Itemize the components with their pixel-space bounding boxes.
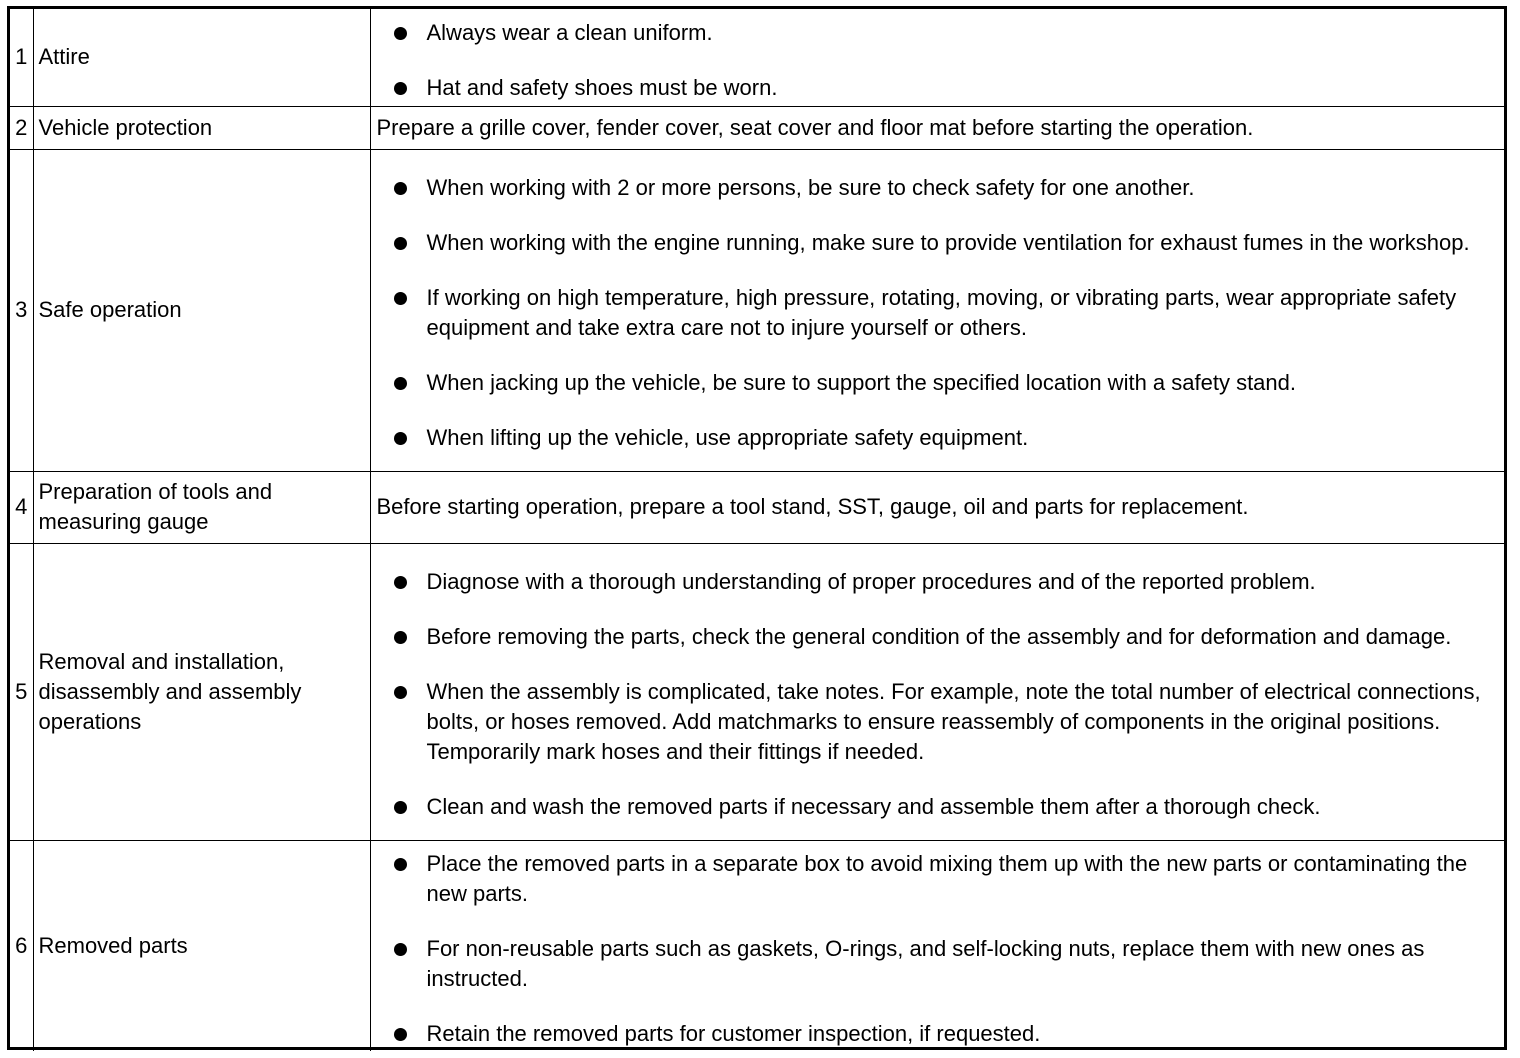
table-row [10, 9, 1504, 106]
list-item [377, 622, 1499, 652]
bullet-icon [394, 686, 407, 699]
bullet-list [377, 10, 1499, 105]
row-description [370, 9, 1504, 106]
list-item-text: Always wear a clean uniform. [426, 19, 713, 45]
row-number: 1 [10, 9, 33, 106]
list-item [377, 849, 1499, 909]
list-item [377, 567, 1499, 597]
row-description [370, 840, 1504, 1051]
list-item-text: Hat and safety shoes must be worn. [426, 74, 778, 100]
list-item [377, 677, 1499, 767]
list-item-text: When the assembly is complicated, take notes. For example, note the total number of electrical connections, bolts, or hoses removed. Add matchmarks to ensure reassembly of components in the original positions. Temporarily mark hoses and their fittings if needed. [426, 679, 1481, 764]
row-number: 5 [10, 543, 33, 840]
list-item [377, 423, 1499, 453]
row-number: 3 [10, 149, 33, 471]
bullet-list [377, 165, 1499, 455]
row-category: Vehicle protection [33, 106, 370, 149]
row-number: 6 [10, 840, 33, 1051]
row-category: Preparation of tools and measuring gauge [33, 471, 370, 543]
list-item-text: When working with 2 or more persons, be sure to check safety for one another. [426, 175, 1195, 200]
list-item-text: For non-reusable parts such as gaskets, O-rings, and self-locking nuts, replace them with new ones as instructed. [426, 935, 1425, 991]
list-item [377, 1019, 1499, 1049]
bullet-icon [394, 237, 407, 250]
row-category: Safe operation [33, 149, 370, 471]
table-row [10, 543, 1504, 840]
list-item [377, 368, 1499, 398]
row-description [370, 543, 1504, 840]
list-item [377, 228, 1499, 258]
table-row [10, 471, 1504, 543]
bullet-icon [394, 27, 407, 40]
row-category: Attire [33, 9, 370, 106]
row-category: Removed parts [33, 840, 370, 1051]
list-item [377, 283, 1499, 343]
bullet-icon [394, 82, 407, 95]
list-item [377, 18, 1499, 48]
table-row [10, 840, 1504, 1051]
bullet-icon [394, 1028, 407, 1041]
bullet-icon [394, 292, 407, 305]
list-item-text: If working on high temperature, high pressure, rotating, moving, or vibrating parts, wear appropriate safety equipment and take extra care not to injure yourself or others. [426, 285, 1457, 340]
table-row [10, 106, 1504, 149]
bullet-list [377, 841, 1499, 1051]
list-item-text: When jacking up the vehicle, be sure to support the specified location with a safety stand. [426, 370, 1297, 395]
list-item-text: Clean and wash the removed parts if necessary and assemble them after a thorough check. [426, 794, 1321, 819]
list-item-text: Before removing the parts, check the general condition of the assembly and for deformation and damage. [426, 624, 1452, 649]
list-item-text: Retain the removed parts for customer inspection, if requested. [426, 1020, 1041, 1046]
precautions-table-frame [7, 6, 1507, 1050]
bullet-icon [394, 182, 407, 195]
row-description: Before starting operation, prepare a tool stand, SST, gauge, oil and parts for replacement. [370, 471, 1504, 543]
bullet-icon [394, 576, 407, 589]
row-number: 4 [10, 471, 33, 543]
row-description: Prepare a grille cover, fender cover, seat cover and floor mat before starting the operation. [370, 106, 1504, 149]
bullet-icon [394, 858, 407, 871]
bullet-icon [394, 801, 407, 814]
row-category: Removal and installation, disassembly and assembly operations [33, 543, 370, 840]
list-item-text: When working with the engine running, make sure to provide ventilation for exhaust fumes in the workshop. [426, 230, 1470, 255]
bullet-list [377, 559, 1499, 824]
bullet-icon [394, 631, 407, 644]
precautions-table [10, 9, 1504, 1051]
list-item [377, 173, 1499, 203]
list-item [377, 934, 1499, 994]
list-item [377, 792, 1499, 822]
list-item-text: Place the removed parts in a separate box to avoid mixing them up with the new parts or contaminating the new parts. [426, 850, 1468, 906]
list-item-text: Diagnose with a thorough understanding of proper procedures and of the reported problem. [426, 569, 1316, 594]
row-number: 2 [10, 106, 33, 149]
row-description [370, 149, 1504, 471]
bullet-icon [394, 432, 407, 445]
list-item [377, 73, 1499, 103]
bullet-icon [394, 377, 407, 390]
list-item-text: When lifting up the vehicle, use appropriate safety equipment. [426, 425, 1029, 450]
table-row [10, 149, 1504, 471]
bullet-icon [394, 943, 407, 956]
